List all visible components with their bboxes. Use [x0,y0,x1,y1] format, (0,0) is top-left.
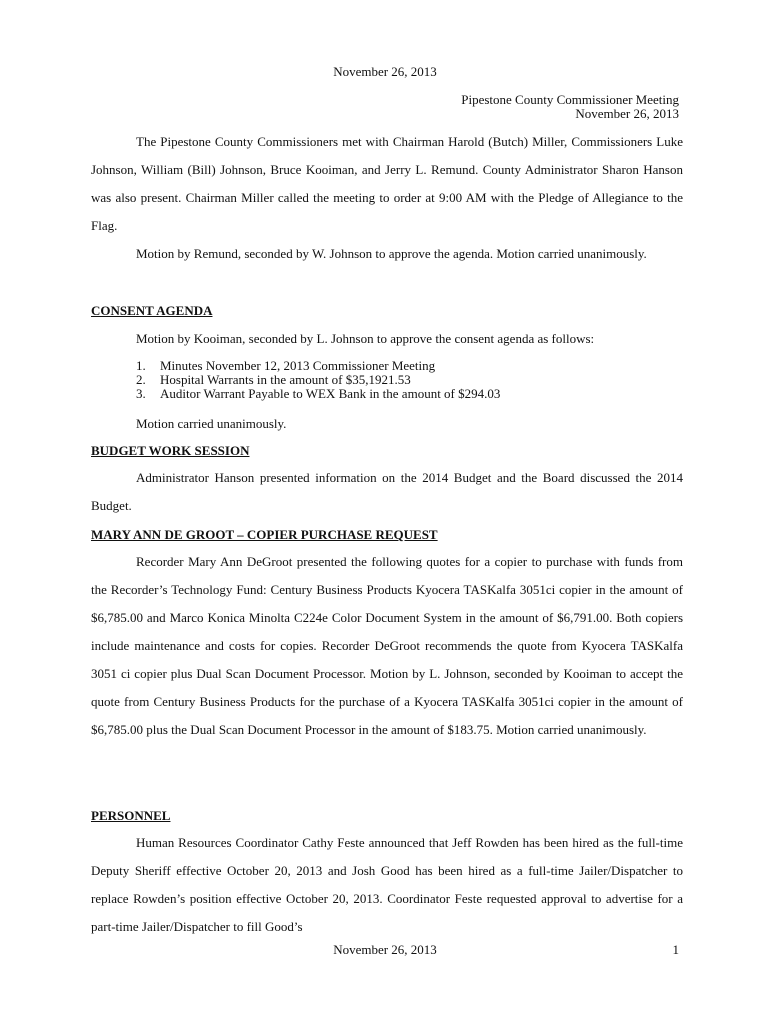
consent-motion-text: Motion by Kooiman, seconded by L. Johnson to approve the consent agenda as follows: [136,331,595,346]
budget-paragraph [91,464,683,520]
list-item-number: 1. [136,358,146,373]
copier-paragraph [91,548,683,744]
personnel-text: Human Resources Coordinator Cathy Feste announced that Jeff Rowden has been hired as the full-time Deputy Sheriff effective October 20, 2013 and Josh Good has been hired as a full-time Jailer/Dispatcher to replace Rowden’s position effective October 20, 2013. Coordinator Feste requested approval to advertise for a part-time Jailer/Dispatcher to fill Good’s [91,835,683,934]
intro-paragraph [91,128,683,268]
list-item [136,359,500,373]
personnel-paragraph [91,829,683,941]
list-item [136,373,500,387]
header-date: November 26, 2013 [333,64,437,79]
list-item-number: 3. [136,386,146,401]
agenda-motion-text: Motion by Remund, seconded by W. Johnson to approve the agenda. Motion carried unanimously. [136,246,647,261]
budget-text: Administrator Hanson presented information on the 2014 Budget and the Board discussed the 2014 Budget. [91,470,683,513]
consent-result-text: Motion carried unanimously. [136,416,287,431]
list-item [136,387,500,401]
budget-heading: BUDGET WORK SESSION [91,443,250,458]
page-number: 1 [672,942,679,957]
meeting-info [461,93,679,121]
copier-heading: MARY ANN DE GROOT – COPIER PURCHASE REQUEST [91,527,438,542]
copier-text: Recorder Mary Ann DeGroot presented the following quotes for a copier to purchase with funds from the Recorder’s Technology Fund: Century Business Products Kyocera TASKalfa 3051ci copier in the amount of $6,785.00 and Marco Konica Minolta C224e Color Document System in the amount of $6,791.00. Both copiers include maintenance and costs for copies. Recorder DeGroot recommends the quote from Kyocera TASKalfa 3051 ci copier plus Dual Scan Document Processor. Motion by L. Johnson, seconded by Kooiman to accept the quote from Century Business Products for the purchase of a Kyocera TASKalfa 3051ci copier in the amount of $6,785.00 plus the Dual Scan Document Processor in the amount of $183.75. Motion carried unanimously. [91,554,683,737]
list-item-text: Hospital Warrants in the amount of $35,1921.53 [160,372,411,387]
footer-date: November 26, 2013 [333,942,437,957]
meeting-date: November 26, 2013 [575,106,679,121]
intro-text: The Pipestone County Commissioners met with Chairman Harold (Butch) Miller, Commissioners Luke Johnson, William (Bill) Johnson, Bruce Kooiman, and Jerry L. Remund. County Administrator Sharon Hanson was also present. Chairman Miller called the meeting to order at 9:00 AM with the Pledge of Allegiance to the Flag. [91,134,683,233]
list-item-text: Auditor Warrant Payable to WEX Bank in the amount of $294.03 [160,386,501,401]
list-item-number: 2. [136,372,146,387]
consent-items-list [136,359,500,401]
list-item-text: Minutes November 12, 2013 Commissioner Meeting [160,358,436,373]
meeting-title: Pipestone County Commissioner Meeting [461,92,679,107]
consent-agenda-heading: CONSENT AGENDA [91,303,213,318]
personnel-heading: PERSONNEL [91,808,171,823]
